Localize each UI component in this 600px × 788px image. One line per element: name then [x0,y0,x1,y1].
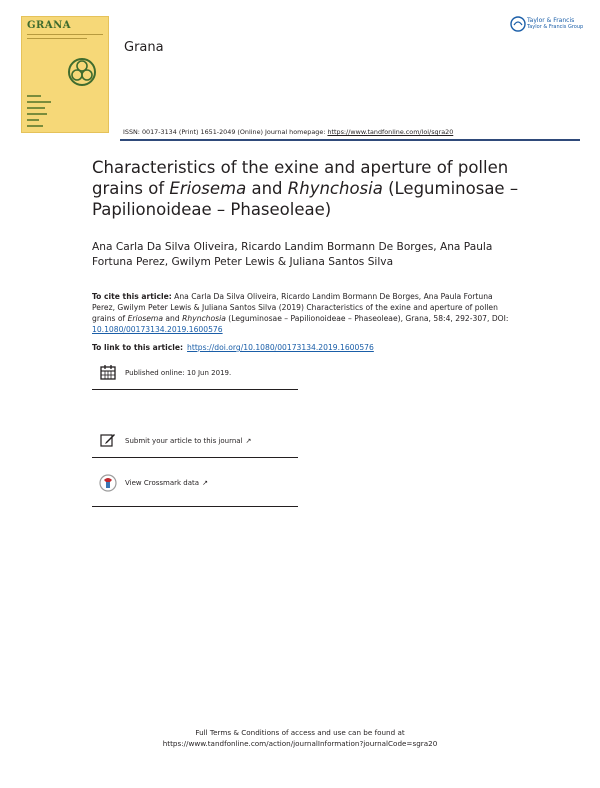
citation-doi-link[interactable]: 10.1080/00173134.2019.1600576 [92,325,223,334]
article-doi-link[interactable]: https://doi.org/10.1080/00173134.2019.1600576 [187,343,374,352]
issn-line [123,128,453,136]
journal-cover [21,16,109,133]
edit-icon [100,432,116,448]
citation-text: Ana Carla Da Silva Oliveira, Ricardo Landim Bormann De Borges, Ana Paula Fortuna Perez, Gwilym Peter Lewis & Juliana Santos Silva (2019) Characteristics of the exine and aperture of pollen grains of [92,292,498,323]
footer [0,727,600,749]
citation-genus-1: Eriosema [127,314,163,323]
citation-genus-2: Rhynchosia [182,314,226,323]
title-text-end: (Leguminosae – Papilionoideae – Phaseoleae) [92,179,519,219]
title-genus-1: Eriosema [169,179,247,198]
publisher-name: Taylor & Francis [527,17,575,24]
cover-text-line [27,113,47,115]
publisher-logo-icon [510,16,526,32]
article-title [92,157,522,220]
cover-text-line [27,95,41,97]
journal-name: Grana [124,40,164,55]
crossmark-label: View Crossmark data [125,479,200,487]
cover-emblem-icon [67,57,97,87]
citation-label: To cite this article: [92,292,172,301]
publisher-group: Taylor & Francis Group [527,24,584,30]
published-date: Published online: 10 Jun 2019. [125,369,232,377]
cover-text-line [27,125,43,127]
title-genus-2: Rhynchosia [287,179,383,198]
title-text: Characteristics of the exine and aperture of pollen grains of [92,158,509,198]
cover-text-line [27,119,39,121]
external-link-icon: ↗ [245,437,252,445]
cover-rule [27,38,87,39]
issn-text: ISSN: 0017-3134 (Print) 1651-2049 (Online) Journal homepage: [123,128,328,136]
journal-homepage-link[interactable]: https://www.tandfonline.com/loi/sgra20 [327,128,454,136]
article-authors: Ana Carla Da Silva Oliveira, Ricardo Landim Bormann De Borges, Ana Paula Fortuna Perez, Gwilym Peter Lewis & Juliana Santos Silva [92,241,493,268]
footer-terms: Full Terms & Conditions of access and use can be found at [195,728,405,737]
crossmark-link[interactable] [125,479,208,487]
row-divider [92,506,298,507]
footer-url[interactable]: https://www.tandfonline.com/action/journalInformation?journalCode=sgra20 [162,739,438,748]
title-and: and [246,179,288,198]
external-link-icon: ↗ [202,479,208,487]
row-divider [92,389,298,390]
citation-text-end: (Leguminosae – Papilionoideae – Phaseoleae), Grana, 58:4, 292-307, DOI: [225,314,509,323]
publisher-logo-text [527,17,587,31]
submit-article-link[interactable] [125,437,251,445]
submit-article-label: Submit your article to this journal [125,437,243,445]
article-link-line [92,343,374,352]
cover-title: GRANA [27,20,72,31]
cover-text-line [27,101,51,103]
cover-rule [27,34,103,35]
cover-text-line [27,107,45,109]
calendar-icon [100,364,116,380]
crossmark-icon [99,474,117,492]
citation-block [92,291,517,335]
link-label: To link to this article: [92,343,184,352]
citation-and: and [162,314,183,323]
header-rule [120,139,580,141]
row-divider [92,457,298,458]
